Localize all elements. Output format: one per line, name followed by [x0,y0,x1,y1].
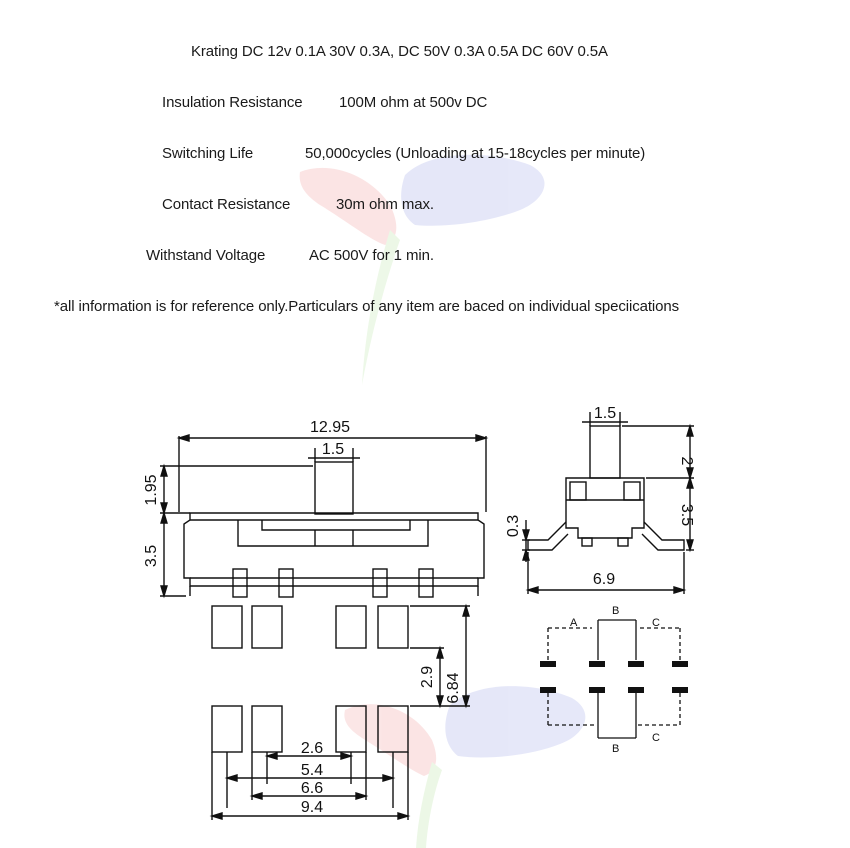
schematic-label-b-top: B [612,605,620,617]
insulation-value: 100M ohm at 500v DC [339,94,488,111]
insulation-label: Insulation Resistance [162,94,303,111]
dim-pad-span-1: 2.6 [300,740,324,757]
disclaimer-text: *all information is for reference only.Particulars of any item are baced on individual speciications [54,298,680,315]
dim-front-body-height: 3.5 [143,544,160,568]
switching-life-value: 50,000cycles (Unloading at 15-18cycles per minute) [305,145,646,162]
dim-side-terminal: 0.3 [505,514,522,538]
schematic-label-c-bottom: C [652,732,660,744]
rating-text: Krating DC 12v 0.1A 30V 0.3A, DC 50V 0.3A 0.5A DC 60V 0.5A [191,43,608,60]
dim-side-body-height: 3.5 [678,503,695,527]
withstand-voltage-label: Withstand Voltage [146,247,266,264]
pad-layout [212,606,470,820]
schematic-label-c-top: C [652,617,660,629]
dim-pad-span-2: 5.4 [300,762,324,779]
schematic-label-a: A [570,617,578,629]
front-view [143,419,486,597]
dim-front-actuator-height: 1.95 [143,474,160,506]
dim-pad-span-3: 6.6 [300,780,324,797]
dim-front-width: 12.95 [309,419,351,436]
dim-pad-outer: 6.84 [445,672,462,704]
dim-front-actuator: 1.5 [321,441,345,458]
dim-pad-span-4: 9.4 [300,799,324,816]
withstand-voltage-value: AC 500V for 1 min. [309,247,434,264]
switching-life-label: Switching Life [162,145,254,162]
dim-side-actuator-height: 2 [678,456,695,466]
dim-pad-inner: 2.9 [419,665,436,689]
side-view [505,405,695,594]
schematic-label-b-bottom: B [612,743,620,755]
contact-resistance-label: Contact Resistance [162,196,291,213]
dim-side-actuator: 1.5 [593,405,617,422]
circuit-schematic [540,605,688,755]
dim-side-width: 6.9 [592,571,616,588]
contact-resistance-value: 30m ohm max. [336,196,434,213]
